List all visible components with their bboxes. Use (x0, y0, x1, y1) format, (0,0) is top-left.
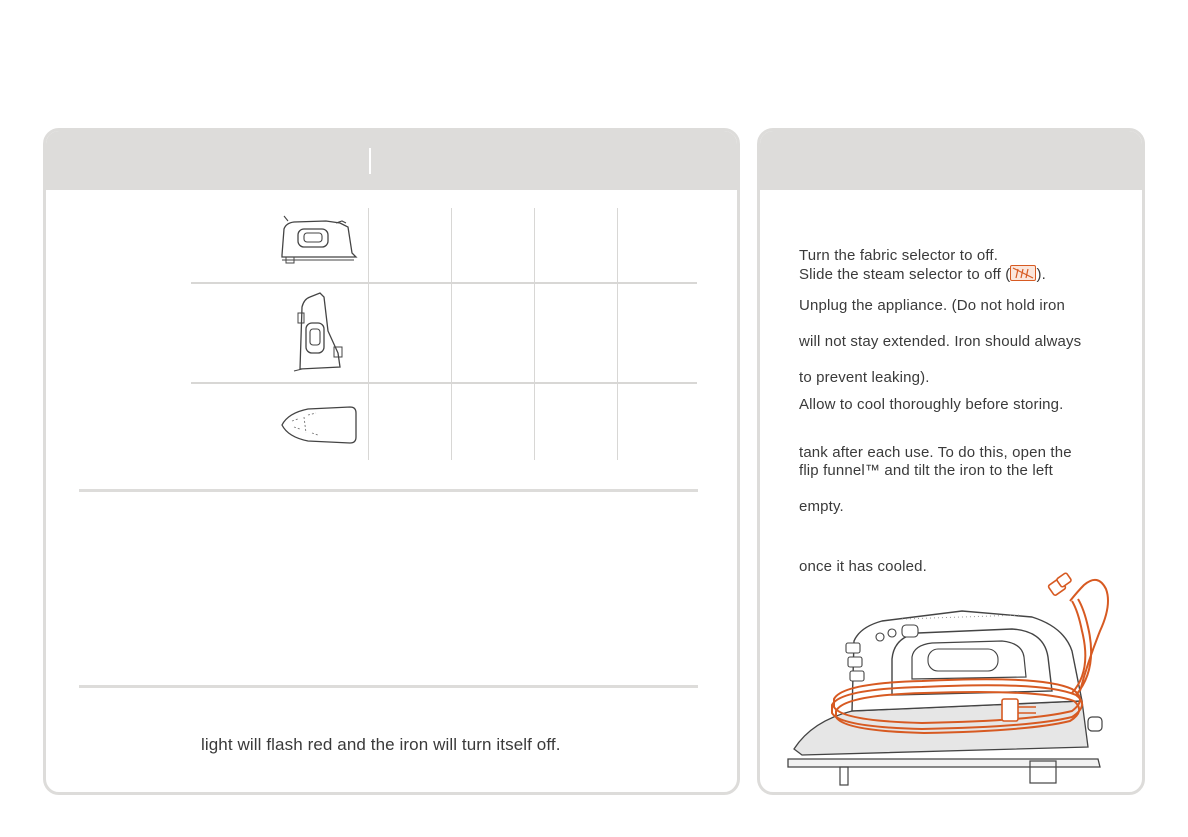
table-row-divider (191, 282, 697, 284)
left-panel (43, 128, 740, 795)
auto-off-text: light will flash red and the iron will turn itself off. (201, 735, 561, 754)
table-column-divider (451, 208, 452, 460)
iron-upright-icon (290, 291, 350, 373)
table-row-divider (191, 382, 697, 384)
instruction-line: once it has cooled. (799, 558, 927, 575)
instruction-line: empty. (799, 498, 844, 515)
instruction-line: Unplug the appliance. (Do not hold iron (799, 297, 1066, 314)
instruction-text: ). (1036, 266, 1046, 283)
left-panel-header (46, 131, 737, 190)
iron-on-side-icon (278, 403, 360, 445)
section-separator (79, 489, 698, 492)
header-divider (369, 148, 371, 174)
table-column-divider (617, 208, 618, 460)
instruction-line-steam (799, 265, 1046, 283)
right-panel (757, 128, 1145, 795)
instruction-line: flip funnel™ and tilt the iron to the left (799, 462, 1053, 479)
instruction-line: Allow to cool thoroughly before storing. (799, 396, 1064, 413)
instruction-text: Slide the steam selector to off ( (799, 266, 1011, 283)
instruction-line: tank after each use. To do this, open the (799, 444, 1072, 461)
right-panel-header (760, 131, 1142, 190)
steam-off-icon (1010, 265, 1036, 281)
table-column-divider (534, 208, 535, 460)
iron-soleplate-down-icon (276, 213, 358, 265)
section-separator (79, 685, 698, 688)
instruction-line: Turn the fabric selector to off. (799, 247, 999, 264)
instruction-line: will not stay extended. Iron should always (799, 333, 1082, 350)
table-column-divider (368, 208, 369, 460)
iron-with-wrapped-cord-icon (782, 571, 1122, 791)
instruction-line: to prevent leaking). (799, 369, 930, 386)
